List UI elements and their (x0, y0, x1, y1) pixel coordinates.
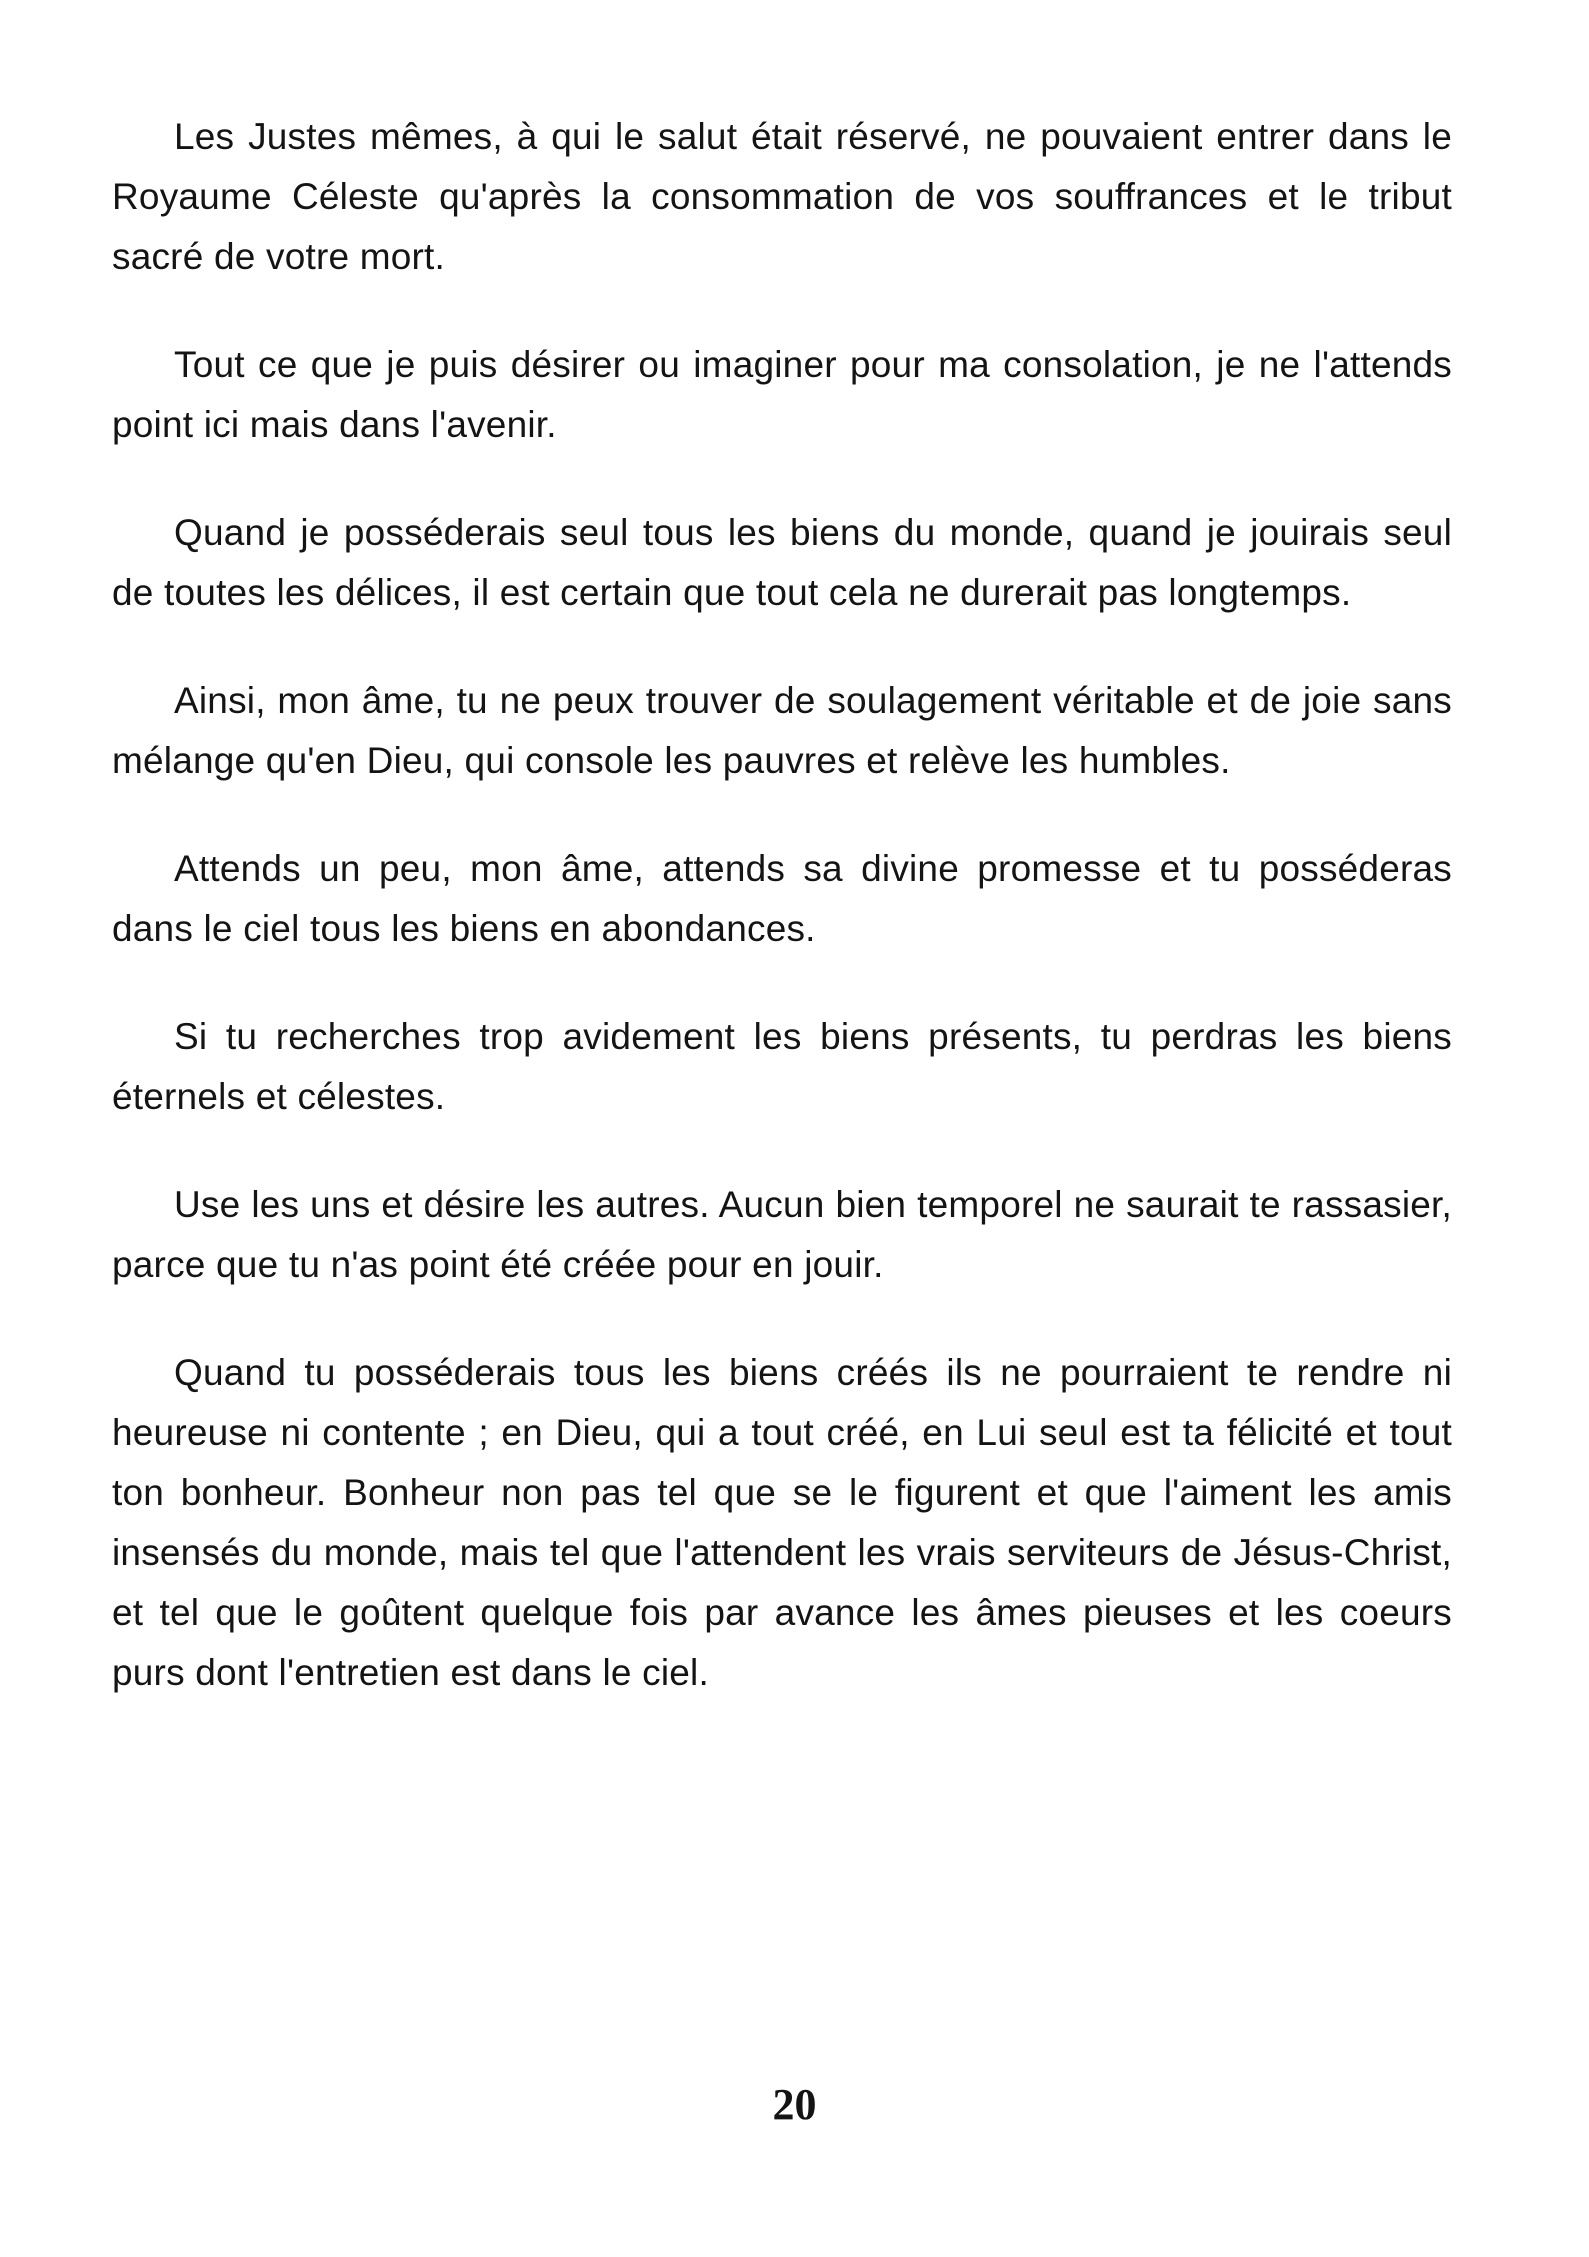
paragraph-3: Quand je posséderais seul tous les biens du monde, quand je jouirais seul de toutes les délices, il est certain que tout cela ne durerait pas longtemps. (112, 512, 1452, 613)
paragraph-4: Ainsi, mon âme, tu ne peux trouver de soulagement véritable et de joie sans mélange qu'en Dieu, qui console les pauvres et relève les humbles. (112, 680, 1452, 781)
paragraph-6: Si tu recherches trop avidement les biens présents, tu perdras les biens éternels et célestes. (112, 1016, 1452, 1117)
paragraph-7: Use les uns et désire les autres. Aucun bien temporel ne saurait te rassasier, parce que tu n'as point été créée pour en jouir. (112, 1184, 1452, 1285)
paragraph-1: Les Justes mêmes, à qui le salut était réservé, ne pouvaient entrer dans le Royaume Céleste qu'après la consommation de vos souffrances et le tribut sacré de votre mort. (112, 116, 1452, 277)
page-number: 20 (772, 2080, 817, 2129)
paragraph-8: Quand tu posséderais tous les biens créés ils ne pourraient te rendre ni heureuse ni contente ; en Dieu, qui a tout créé, en Lui seul est ta félicité et tout ton bonheur. Bonheur non pas tel que se le figurent et que l'aiment les amis insensés du monde, mais tel que l'attendent les vrais serviteurs de Jésus-Christ, et tel que le goûtent quelque fois par avance les âmes pieuses et les coeurs purs dont l'entretien est dans le ciel. (112, 1352, 1452, 1693)
text-body (112, 107, 1452, 1751)
paragraph-2: Tout ce que je puis désirer ou imaginer pour ma consolation, je ne l'attends point ici mais dans l'avenir. (112, 344, 1452, 445)
paragraph-5: Attends un peu, mon âme, attends sa divine promesse et tu posséderas dans le ciel tous les biens en abondances. (112, 848, 1452, 949)
